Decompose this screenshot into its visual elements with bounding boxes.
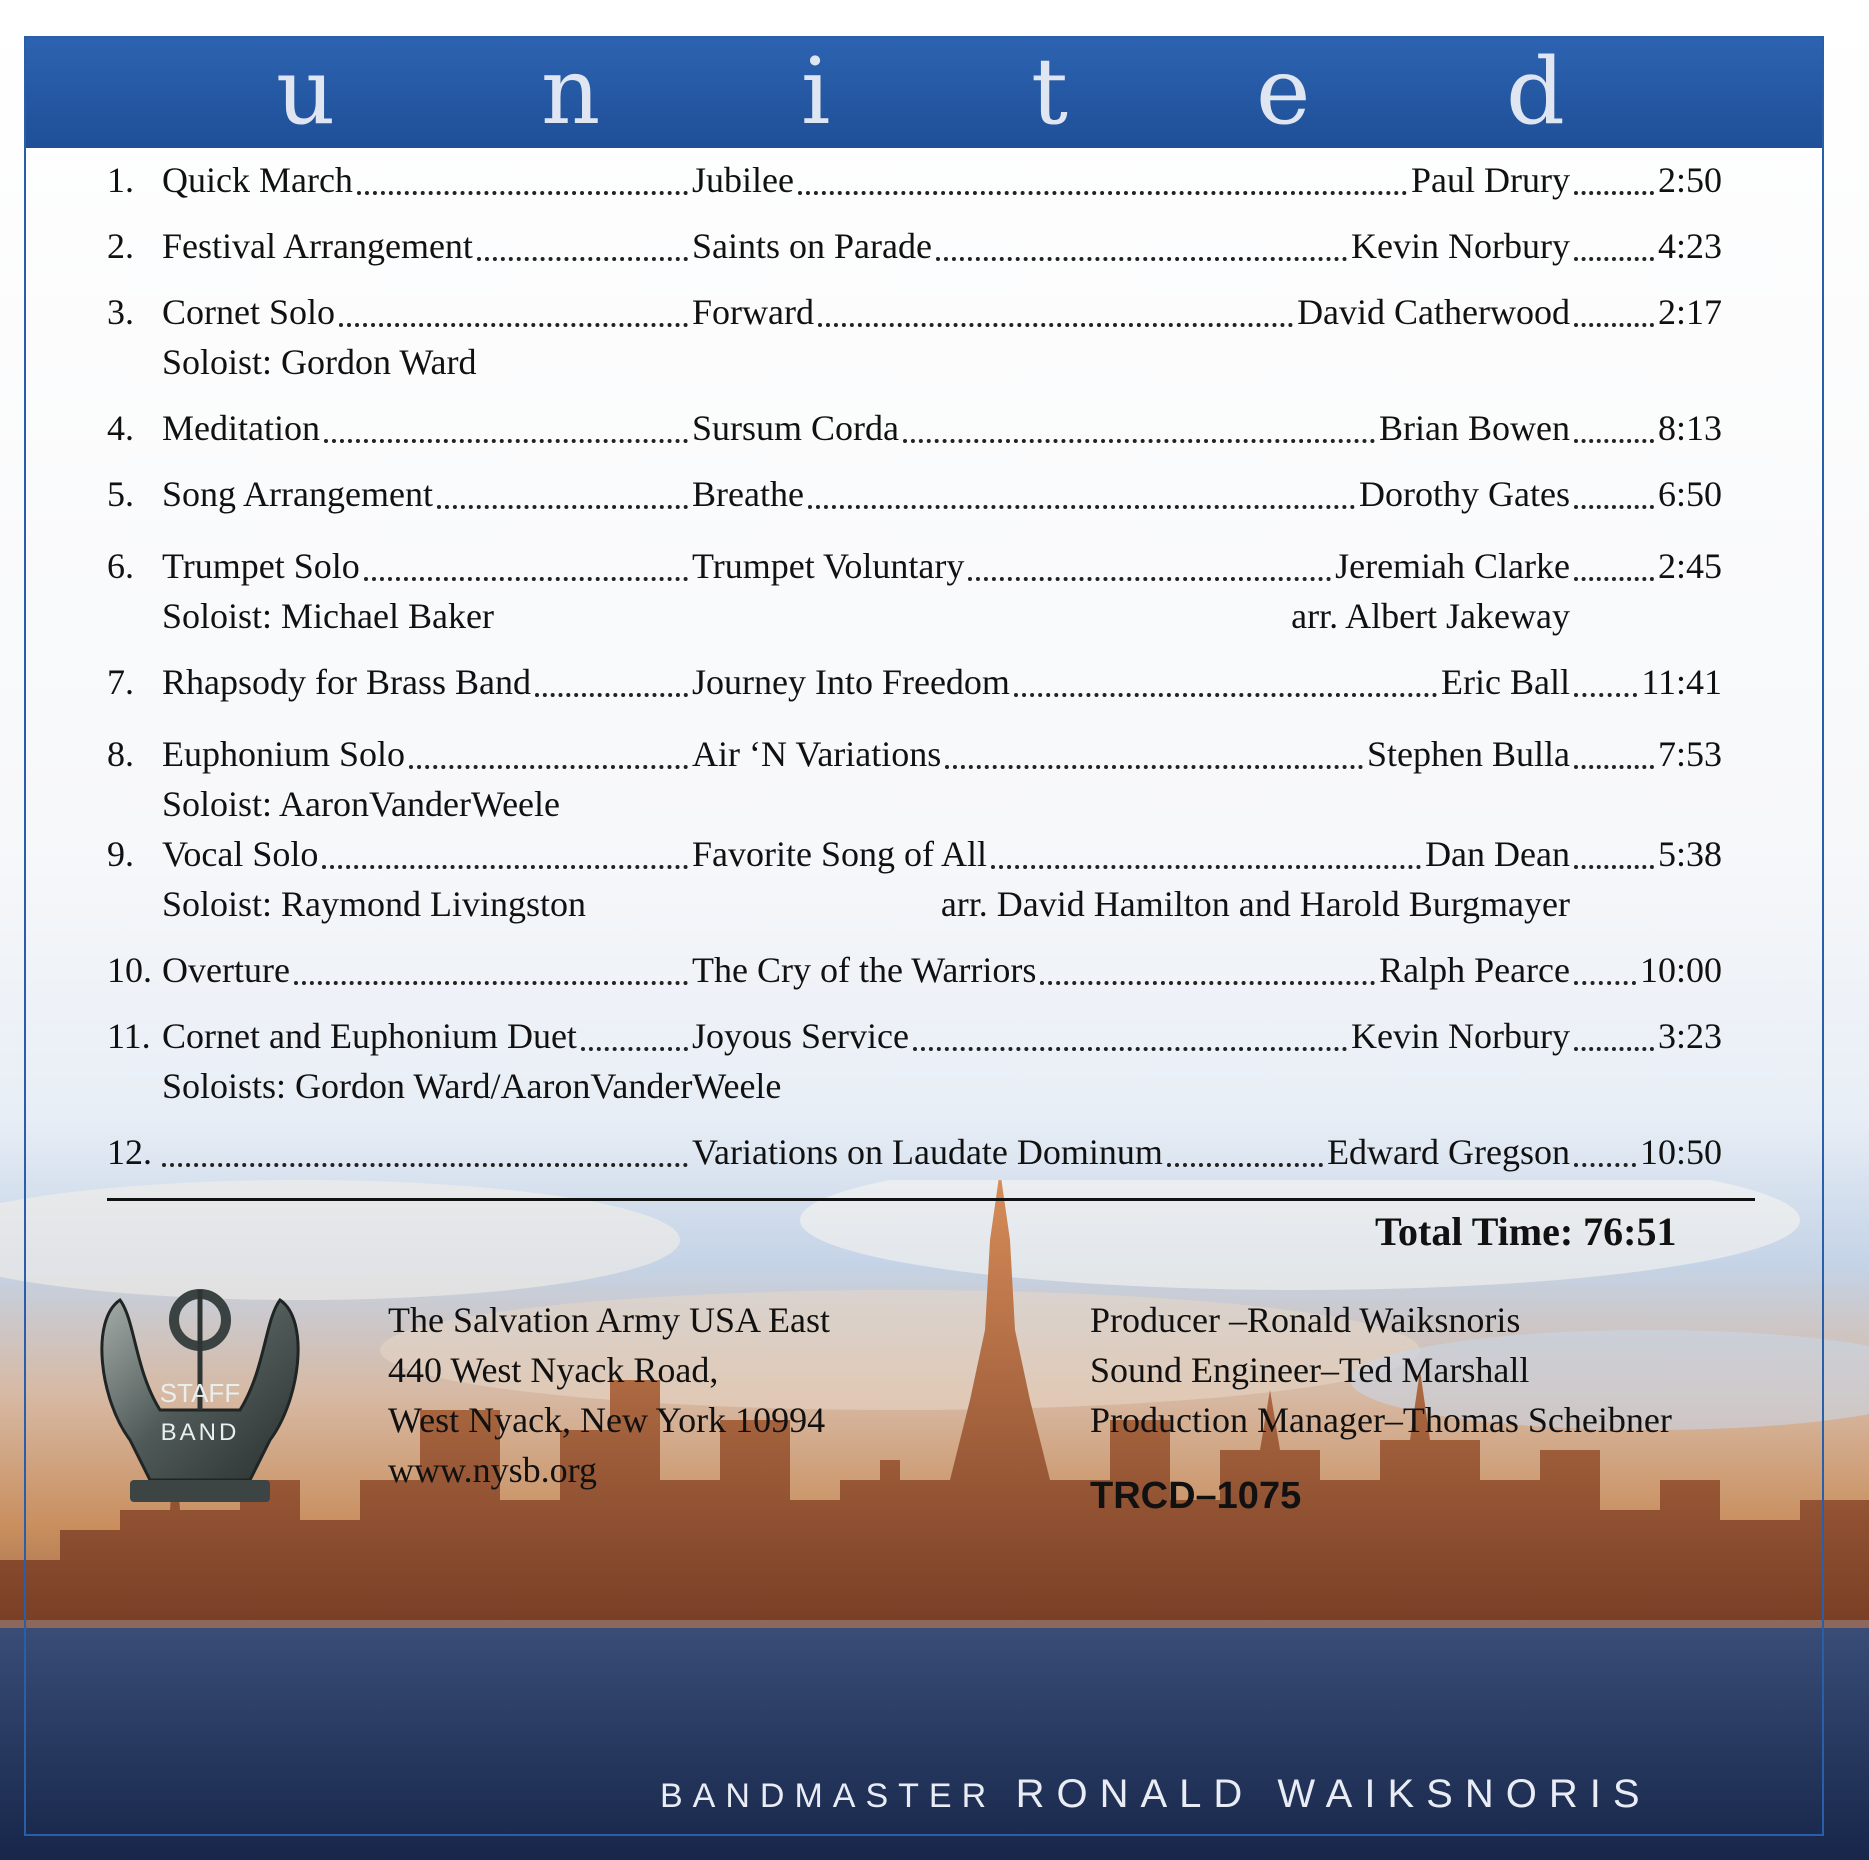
track-title: Favorite Song of All — [692, 834, 987, 874]
dot-leader — [364, 577, 688, 581]
dot-leader — [162, 1163, 688, 1167]
track-type: Vocal Solo — [162, 834, 319, 874]
address-line: 440 West Nyack Road, — [388, 1350, 719, 1390]
dot-leader — [991, 865, 1421, 869]
track-composer: Stephen Bulla — [1367, 734, 1570, 774]
dot-leader — [1014, 693, 1437, 697]
dot-leader — [818, 323, 1293, 327]
dot-leader — [1574, 981, 1636, 985]
dot-leader — [409, 765, 688, 769]
dot-leader — [477, 257, 688, 261]
dot-leader — [535, 693, 688, 697]
track-type: Meditation — [162, 408, 320, 448]
banner-letter: u — [276, 38, 336, 145]
track-number: 4. — [107, 408, 134, 448]
track-title: Jubilee — [692, 160, 794, 200]
track-composer: Edward Gregson — [1327, 1132, 1570, 1172]
track-composer: Jeremiah Clarke — [1335, 546, 1570, 586]
track-arranger: arr. Albert Jakeway — [1291, 596, 1570, 636]
track-number: 5. — [107, 474, 134, 514]
track-title: Air ‘N Variations — [692, 734, 942, 774]
track-composer: Ralph Pearce — [1379, 950, 1570, 990]
bandmaster-credit — [660, 1772, 1652, 1817]
bandmaster-name: RONALD WAIKSNORIS — [1015, 1772, 1652, 1816]
track-composer: Dorothy Gates — [1359, 474, 1570, 514]
track-composer: David Catherwood — [1297, 292, 1570, 332]
track-composer: Kevin Norbury — [1351, 1016, 1570, 1056]
track-soloist: Soloist: Gordon Ward — [162, 342, 477, 382]
track-soloist: Soloist: Michael Baker — [162, 596, 494, 636]
producer-credit: Producer –Ronald Waiksnoris — [1090, 1300, 1521, 1340]
track-time: 5:38 — [1657, 834, 1722, 874]
dot-leader — [1574, 257, 1654, 261]
track-time: 10:00 — [1639, 950, 1722, 990]
dot-leader — [1167, 1163, 1323, 1167]
track-type: Cornet and Euphonium Duet — [162, 1016, 577, 1056]
track-time: 8:13 — [1657, 408, 1722, 448]
dot-leader — [936, 257, 1347, 261]
track-soloist: Soloist: Raymond Livingston — [162, 884, 587, 924]
track-type: Cornet Solo — [162, 292, 336, 332]
track-composer: Paul Drury — [1411, 160, 1570, 200]
address-line: West Nyack, New York 10994 — [388, 1400, 826, 1440]
credits-block — [1090, 1295, 1672, 1445]
track-time: 10:50 — [1639, 1132, 1722, 1172]
track-number: 3. — [107, 292, 134, 332]
track-time: 6:50 — [1657, 474, 1722, 514]
track-soloist: Soloist: AaronVanderWeele — [162, 784, 561, 824]
banner-letter: e — [1256, 38, 1311, 145]
dot-leader — [1574, 439, 1654, 443]
dot-leader — [903, 439, 1375, 443]
bandmaster-label: BANDMASTER — [660, 1777, 997, 1815]
track-type: Festival Arrangement — [162, 226, 473, 266]
logo-text-band: BAND — [160, 1419, 240, 1446]
track-title: Journey Into Freedom — [692, 662, 1010, 702]
track-number: 1. — [107, 160, 134, 200]
track-number: 6. — [107, 546, 134, 586]
dot-leader — [1574, 323, 1654, 327]
track-title: Trumpet Voluntary — [692, 546, 965, 586]
engineer-credit: Sound Engineer–Ted Marshall — [1090, 1350, 1530, 1390]
track-time: 2:45 — [1657, 546, 1722, 586]
banner-letter: d — [1506, 38, 1565, 145]
track-soloist: Soloists: Gordon Ward/AaronVanderWeele — [162, 1066, 782, 1106]
dot-leader — [322, 865, 688, 869]
dot-leader — [1574, 865, 1654, 869]
banner-letter: n — [541, 38, 601, 145]
track-type: Song Arrangement — [162, 474, 433, 514]
address-line: The Salvation Army USA East — [388, 1300, 830, 1340]
track-title: Saints on Parade — [692, 226, 932, 266]
staff-band-lyre-logo — [90, 1280, 310, 1520]
track-title: Breathe — [692, 474, 804, 514]
dot-leader — [798, 191, 1407, 195]
address-block — [388, 1295, 830, 1495]
logo-text-staff: STAFF — [159, 1378, 241, 1408]
dot-leader — [1574, 1163, 1636, 1167]
track-composer: Kevin Norbury — [1351, 226, 1570, 266]
track-composer: Dan Dean — [1425, 834, 1570, 874]
dot-leader — [339, 323, 688, 327]
track-number: 12. — [107, 1132, 152, 1172]
track-number: 2. — [107, 226, 134, 266]
dot-leader — [808, 505, 1355, 509]
dot-leader — [1574, 577, 1654, 581]
track-time: 4:23 — [1657, 226, 1722, 266]
track-time: 2:17 — [1657, 292, 1722, 332]
track-title: The Cry of the Warriors — [692, 950, 1037, 990]
divider-rule — [107, 1198, 1755, 1201]
track-type: Overture — [162, 950, 290, 990]
dot-leader — [1574, 505, 1654, 509]
dot-leader — [1574, 1047, 1654, 1051]
track-type: Trumpet Solo — [162, 546, 360, 586]
track-type: Rhapsody for Brass Band — [162, 662, 531, 702]
dot-leader — [294, 981, 688, 985]
dot-leader — [945, 765, 1363, 769]
track-title: Joyous Service — [692, 1016, 909, 1056]
track-number: 7. — [107, 662, 134, 702]
dot-leader — [357, 191, 688, 195]
manager-credit: Production Manager–Thomas Scheibner — [1090, 1400, 1672, 1440]
dot-leader — [324, 439, 688, 443]
track-arranger: arr. David Hamilton and Harold Burgmayer — [940, 884, 1570, 924]
track-type: Euphonium Solo — [162, 734, 406, 774]
track-time: 3:23 — [1657, 1016, 1722, 1056]
track-time: 2:50 — [1657, 160, 1722, 200]
total-time: Total Time: 76:51 — [1375, 1209, 1677, 1254]
track-time: 7:53 — [1657, 734, 1722, 774]
track-composer: Brian Bowen — [1379, 408, 1570, 448]
track-number: 9. — [107, 834, 134, 874]
catalog-number: TRCD–1075 — [1090, 1475, 1302, 1517]
dot-leader — [913, 1047, 1347, 1051]
dot-leader — [1040, 981, 1375, 985]
dot-leader — [1574, 765, 1654, 769]
banner-letter: i — [801, 38, 831, 145]
banner-letter: t — [1031, 38, 1068, 145]
track-time: 11:41 — [1641, 662, 1722, 702]
track-number: 11. — [107, 1016, 151, 1056]
website-link[interactable]: www.nysb.org — [388, 1450, 598, 1490]
dot-leader — [1574, 693, 1637, 697]
track-title: Forward — [692, 292, 814, 332]
track-number: 10. — [107, 950, 152, 990]
dot-leader — [1574, 191, 1654, 195]
track-title: Sursum Corda — [692, 408, 899, 448]
track-composer: Eric Ball — [1441, 662, 1570, 702]
track-number: 8. — [107, 734, 134, 774]
dot-leader — [968, 577, 1331, 581]
dot-leader — [437, 505, 688, 509]
track-type: Quick March — [162, 160, 353, 200]
dot-leader — [581, 1047, 688, 1051]
track-title: Variations on Laudate Dominum — [692, 1132, 1163, 1172]
